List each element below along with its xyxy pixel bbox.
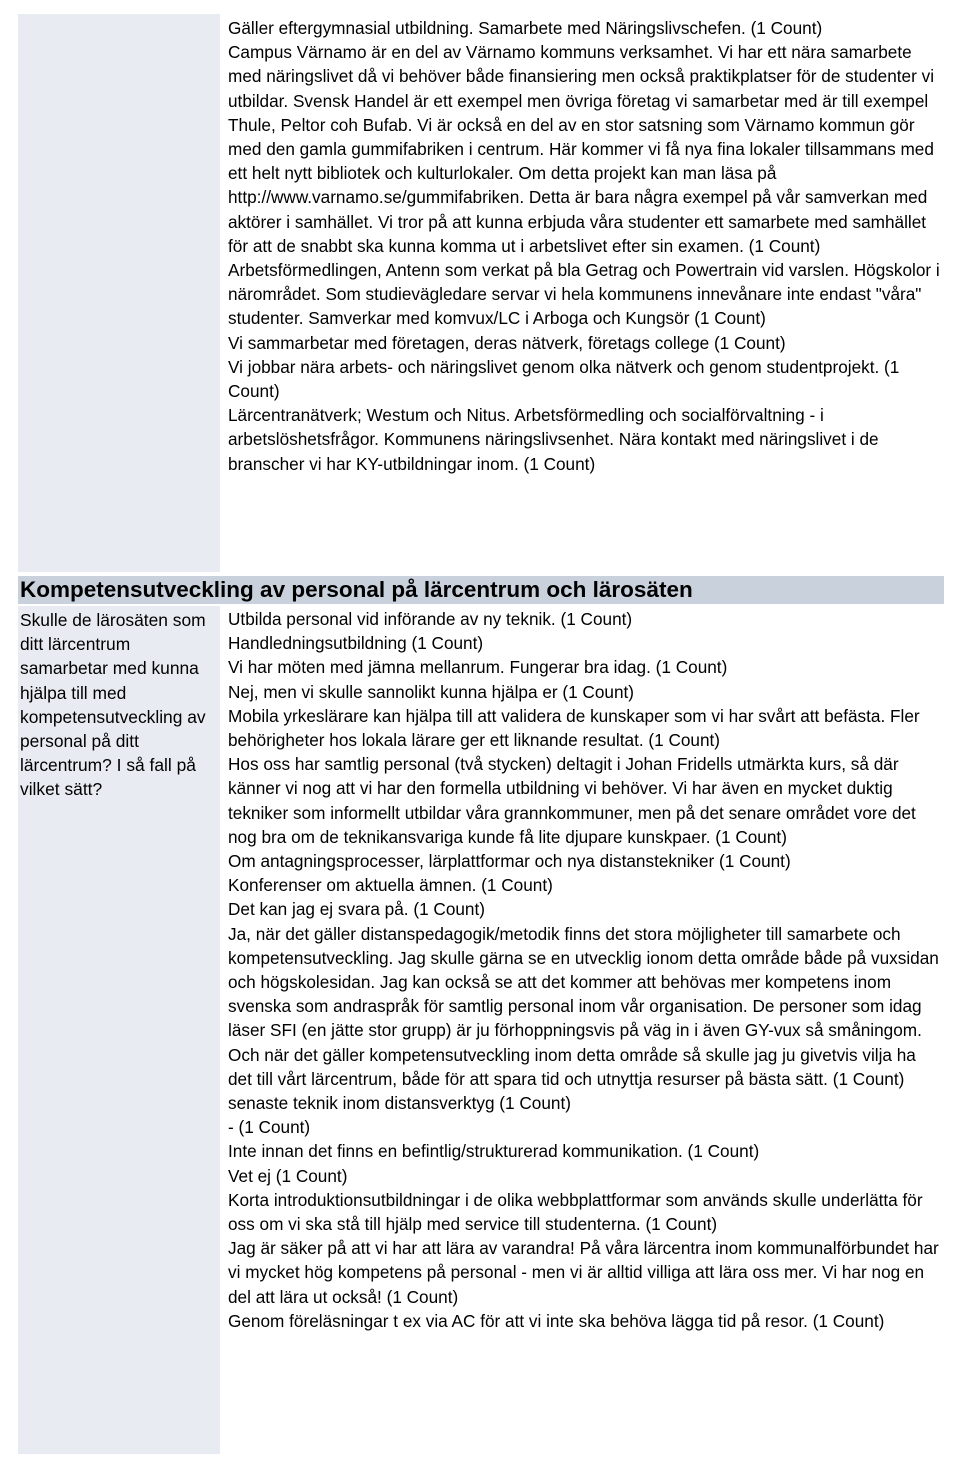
answer-text: Mobila yrkeslärare kan hjälpa till att validera de kunskaper som vi har svårt att befästa. Fler behörigheter hos lokala lärare ger ett liknande resultat. (1 Count) (228, 705, 920, 751)
answer-text: Det kan jag ej svara på. (1 Count) (228, 899, 485, 920)
answer-text: Vet ej (1 Count) (228, 1165, 348, 1186)
answer-text: Lärcentranätverk; Westum och Nitus. Arbetsförmedling och socialförvaltning - i arbetslöshetsfrågor. Kommunens näringslivsenhet. Nära kontakt med näringslivet i de branscher vi har KY-utbildningar inom. (1 Count) (228, 405, 879, 474)
answer-text: Vi jobbar nära arbets- och näringslivet genom olka nätverk och genom studentprojekt. (1 Count) (228, 356, 900, 402)
answer-text: Jag är säker på att vi har att lära av varandra! På våra lärcentra inom kommunalförbundet har vi mycket hög kompetens på personal - men vi är alltid villiga att lära oss mer. Vi har nog en del att lära ut också! (1 Count) (228, 1238, 939, 1307)
answer-text: Utbilda personal vid införande av ny teknik. (1 Count) (228, 609, 633, 629)
section1-answer-list (228, 16, 944, 476)
answer-text: Vi sammarbetar med företagen, deras nätverk, företags college (1 Count) (228, 332, 786, 353)
question-text: Skulle de lärosäten som ditt lärcentrum samarbetar med kunna hjälpa till med kompetensutveckling av personal på ditt lärcentrum? I så fall på vilket sätt? (20, 610, 206, 800)
answer-text: Vi har möten med jämna mellanrum. Fungerar bra idag. (1 Count) (228, 657, 728, 678)
answer-text: senaste teknik inom distansverktyg (1 Count) (228, 1093, 571, 1114)
answer-text: - (1 Count) (228, 1117, 311, 1138)
answer-text: Konferenser om aktuella ämnen. (1 Count) (228, 875, 553, 896)
section1-question-cell (18, 14, 220, 572)
answer-text: Nej, men vi skulle sannolikt kunna hjälpa er (1 Count) (228, 681, 635, 702)
answer-text: Inte innan det finns en befintlig/strukturerad kommunikation. (1 Count) (228, 1141, 760, 1162)
answer-text: Campus Värnamo är en del av Värnamo kommuns verksamhet. Vi har ett nära samarbete med näringslivet då vi behöver både finansiering men också praktikplatser för de studenter vi utbildar. Svensk Handel är ett exempel men övriga företag vi samarbetar med är till exempel Thule, Peltor coh Bufab. Vi är också en del av en stor satsning som Värnamo kommun gör med den gamla gummifabriken i centrum. Här kommer vi få nya fina lokaler tillsammans med ett helt nytt bibliotek och kulturlokaler. Om detta projekt kan man läsa på http://www.varnamo.se/gummifabriken. Detta är bara några exempel på vår samverkan med aktörer i samhället. Vi tror på att kunna erbjuda våra studenter ett samarbete med samhället för att de snabbt ska kunna komma ut i arbetslivet efter sin examen. (1 Count) (228, 42, 935, 256)
section-header: Kompetensutveckling av personal på lärcentrum och lärosäten (18, 576, 944, 604)
answer-text: Genom föreläsningar t ex via AC för att vi inte ska behöva lägga tid på resor. (1 Count) (228, 1310, 885, 1331)
answer-text: Om antagningsprocesser, lärplattformar och nya distanstekniker (1 Count) (228, 851, 791, 872)
answer-text: Handledningsutbildning (1 Count) (228, 633, 484, 654)
answer-text: Arbetsförmedlingen, Antenn som verkat på bla Getrag och Powertrain vid varslen. Högskolor i närområdet. Som studievägledare servar vi hela kommunens innevånare inte endast "våra" studenter. Samverkar med komvux/LC i Arboga och Kungsör (1 Count) (228, 260, 940, 329)
answer-text: Gäller eftergymnasial utbildning. Samarbete med Näringslivschefen. (1 Count) (228, 18, 823, 38)
answer-text: Ja, när det gäller distanspedagogik/metodik finns det stora möjligheter till samarbete och kompetensutveckling. Jag skulle gärna se en utvecklig ionom detta område både på vuxsidan och högskolesidan. Jag kan också se att det kommer att behövas mer kompetens inom svenska som andraspråk för samtlig personal inom vår organisation. De personer som idag läser SFI (en jätte stor grupp) är ju förhoppningsvis på väg in i även GY-vux så småningom. Och när det gäller kompetensutveckling inom detta område så skulle jag ju givetvis vilja ha det till vårt lärcentrum, både för att spara tid och utnyttja resurser på bästa sätt. (1 Count) (228, 923, 939, 1089)
section2-answer-list (228, 607, 944, 1333)
answer-text: Hos oss har samtlig personal (två stycken) deltagit i Johan Fridells utmärkta kurs, så där känner vi nog att vi har den formella utbildning vi behöver. Vi har även en mycket duktig tekniker som informellt utbildar våra grannkommuner, men på det senare området vore det nog bra om de teknikansvariga kunde få lite djupare kunskpaer. (1 Count) (228, 754, 916, 847)
answer-text: Korta introduktionsutbildningar i de olika webbplattformar som används skulle underlätta för oss om vi ska stå till hjälp med service till studenterna. (1 Count) (228, 1189, 923, 1235)
